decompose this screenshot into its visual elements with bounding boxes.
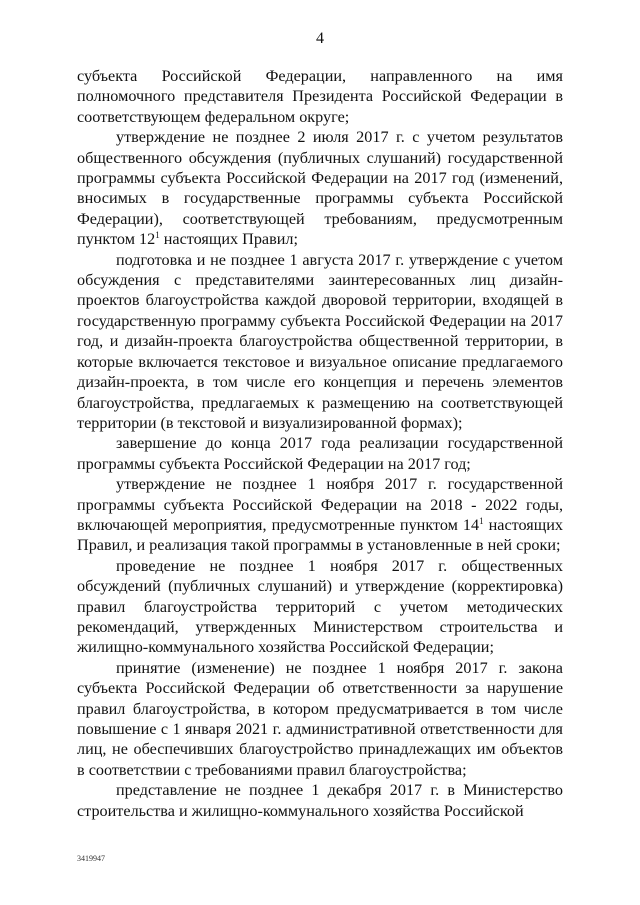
paragraph-law-responsibility: [77, 658, 563, 780]
paragraph-text: представление не позднее 1 декабря 2017 г. в Министерство строительства и жилищно-коммунального хозяйства Российской: [77, 781, 563, 820]
paragraph-approval-program-2017: [77, 127, 563, 249]
document-body: [77, 66, 563, 821]
paragraph-text: субъекта Российской Федерации, направленного на имя полномочного представителя Президента Российской Федерации в соответствующем федеральном округе;: [77, 67, 563, 126]
paragraph-text: принятие (изменение) не позднее 1 ноября 2017 г. закона субъекта Российской Федерации об ответственности за нарушение правил благоустройства, в котором предусматривается в том числе повышение с 1 января 2021 г. административной ответственности для лиц, не обеспечивших благоустройство принадлежащих им объектов в соответствии с требованиями правил благоустройства;: [77, 658, 563, 779]
paragraph-continuation: [77, 66, 563, 127]
paragraph-public-discussions: [77, 556, 563, 658]
paragraph-completion-2017: [77, 433, 563, 474]
paragraph-program-2018-2022: [77, 474, 563, 556]
paragraph-text: утверждение не позднее 2 июля 2017 г. с учетом результатов общественного обсуждения (публичных слушаний) государственной программы субъекта Российской Федерации на 2017 год (изменений, вносимых в государственные программы субъекта Российской Федерации), соответствующей требованиям, предусмотренным пунктом 12: [77, 128, 563, 249]
paragraph-text: проведение не позднее 1 ноября 2017 г. общественных обсуждений (публичных слушаний) и утверждение (корректировка) правил благоустройства территорий с учетом методических рекомендаций, утвержденных Министерством строительства и жилищно-коммунального хозяйства Российской Федерации;: [77, 556, 563, 657]
paragraph-submission: [77, 780, 563, 821]
page-number: 4: [316, 30, 324, 47]
superscript: 1: [479, 515, 484, 526]
paragraph-design-projects: [77, 250, 563, 434]
paragraph-text: утверждение не позднее 1 ноября 2017 г. государственной программы субъекта Российской Федерации на 2018 - 2022 годы, включающей мероприятия, предусмотренные пунктом 14: [77, 475, 563, 534]
document-code: 3419947: [77, 854, 105, 863]
paragraph-text: завершение до конца 2017 года реализации государственной программы субъекта Российской Федерации на 2017 год;: [77, 434, 563, 473]
superscript: 1: [155, 230, 160, 241]
paragraph-text-after: настоящих Правил;: [159, 230, 298, 249]
paragraph-text-after: настоящих Правил, и реализация такой программы в установленные в ней сроки;: [77, 515, 563, 555]
paragraph-text: подготовка и не позднее 1 августа 2017 г. утверждение с учетом обсуждения с представителями заинтересованных лиц дизайн-проектов благоустройства каждой дворовой территории, входящей в государственную программу субъекта Российской Федерации на 2017 год, и дизайн-проекта благоустройства общественной территории, в которые включается текстовое и визуальное описание предлагаемого дизайн-проекта, в том числе его концепция и перечень элементов благоустройства, предлагаемых к размещению на соответствующей территории (в текстовой и визуализированной формах);: [77, 250, 563, 432]
